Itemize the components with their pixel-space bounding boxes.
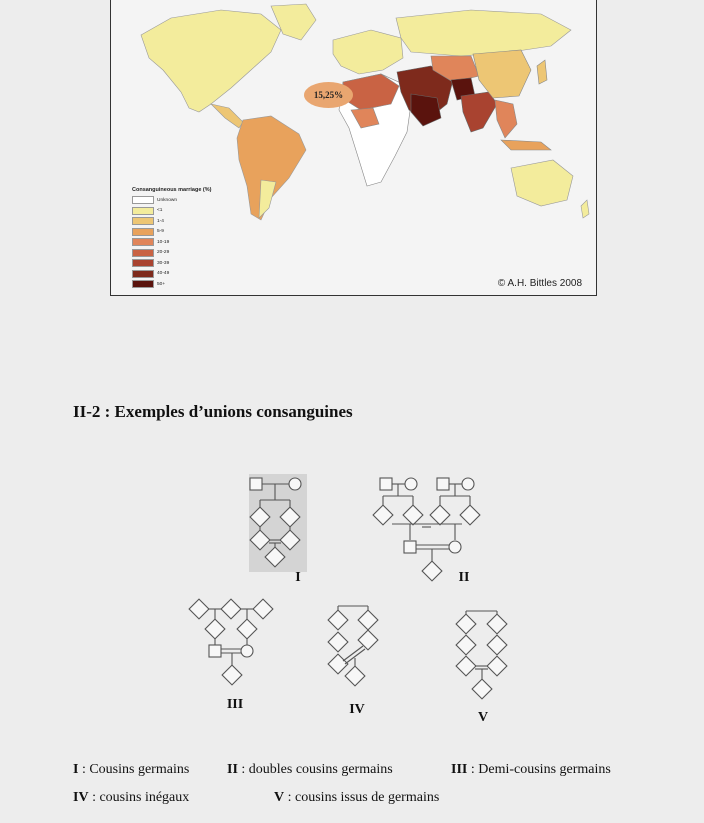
diagram-label: III	[226, 697, 244, 712]
caption-number: IV	[73, 790, 89, 805]
caption-number: V	[274, 790, 285, 805]
caption-text: : cousins issus de germains	[284, 790, 440, 805]
diagram-label: IV	[349, 702, 365, 717]
pedigree-first-cousins	[249, 474, 307, 572]
male-symbol	[250, 478, 262, 490]
section-title: II-2 : Exemples d’unions consanguines	[73, 402, 353, 421]
legend-label: 30-39	[157, 260, 170, 266]
legend-label: 5-9	[157, 229, 164, 235]
legend-label: 20-29	[157, 250, 170, 256]
caption-number: I	[73, 762, 79, 777]
pedigree-double-first-cousins	[373, 478, 480, 581]
pedigree-half-first-cousins	[189, 599, 273, 685]
caption-unequal-cousins	[73, 790, 189, 806]
legend-label: 10-19	[157, 239, 170, 245]
caption-half-first-cousins	[451, 762, 611, 778]
diagram-label: V	[477, 710, 489, 725]
map-credit: © A.H. Bittles 2008	[497, 278, 582, 289]
legend-label: 50+	[157, 281, 166, 287]
map-callout-value: 15,25%	[304, 82, 353, 108]
caption-text: : cousins inégaux	[88, 790, 190, 805]
caption-double-first-cousins	[227, 762, 393, 778]
legend-label: 1-4	[157, 218, 164, 224]
legend-title: Consanguineous marriage (%)	[132, 187, 212, 193]
legend-label: Unknown	[157, 197, 177, 203]
pedigree-unequal-cousins	[328, 606, 378, 686]
caption-text: : Cousins germains	[78, 762, 190, 777]
legend-label: <1	[157, 208, 163, 214]
caption-number: II	[227, 762, 238, 777]
legend-label: 40-49	[157, 271, 170, 277]
caption-first-cousins	[73, 762, 189, 778]
diagram-label: II	[458, 570, 470, 585]
pedigree-second-cousins	[456, 611, 507, 699]
caption-second-cousins	[274, 790, 439, 806]
caption-number: III	[451, 762, 468, 777]
caption-text: : Demi-cousins germains	[467, 762, 611, 777]
female-symbol	[289, 478, 301, 490]
diagram-label: I	[295, 570, 301, 585]
caption-text: : doubles cousins germains	[237, 762, 393, 777]
